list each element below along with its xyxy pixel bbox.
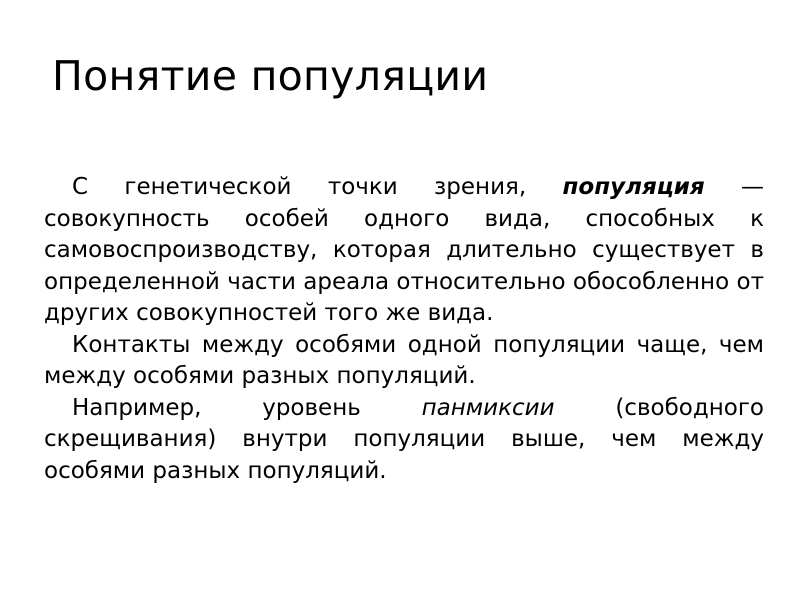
paragraph-example-text: (свободного скрещивания) внутри популяции выше, чем между особями разных популяций.	[44, 394, 765, 484]
paragraph-example	[44, 393, 764, 488]
term-population: популяция	[562, 174, 705, 200]
paragraph-definition-text: — совокупность особей одного вида, способных к самовоспроизводству, которая длительно существует в определенной части ареала относительно обособленно от других совокупностей того же вида.	[44, 174, 765, 326]
slide-body	[44, 172, 764, 487]
slide-title: Понятие популяции	[52, 52, 489, 100]
paragraph-example-intro: Например, уровень	[72, 394, 422, 421]
paragraph-contacts: Контакты между особями одной популяции чаще, чем между особями разных популяций.	[44, 331, 764, 389]
term-panmixia: панмиксии	[421, 394, 555, 421]
paragraph-definition-intro: С генетической точки зрения,	[72, 174, 563, 200]
paragraph-definition	[44, 172, 764, 330]
